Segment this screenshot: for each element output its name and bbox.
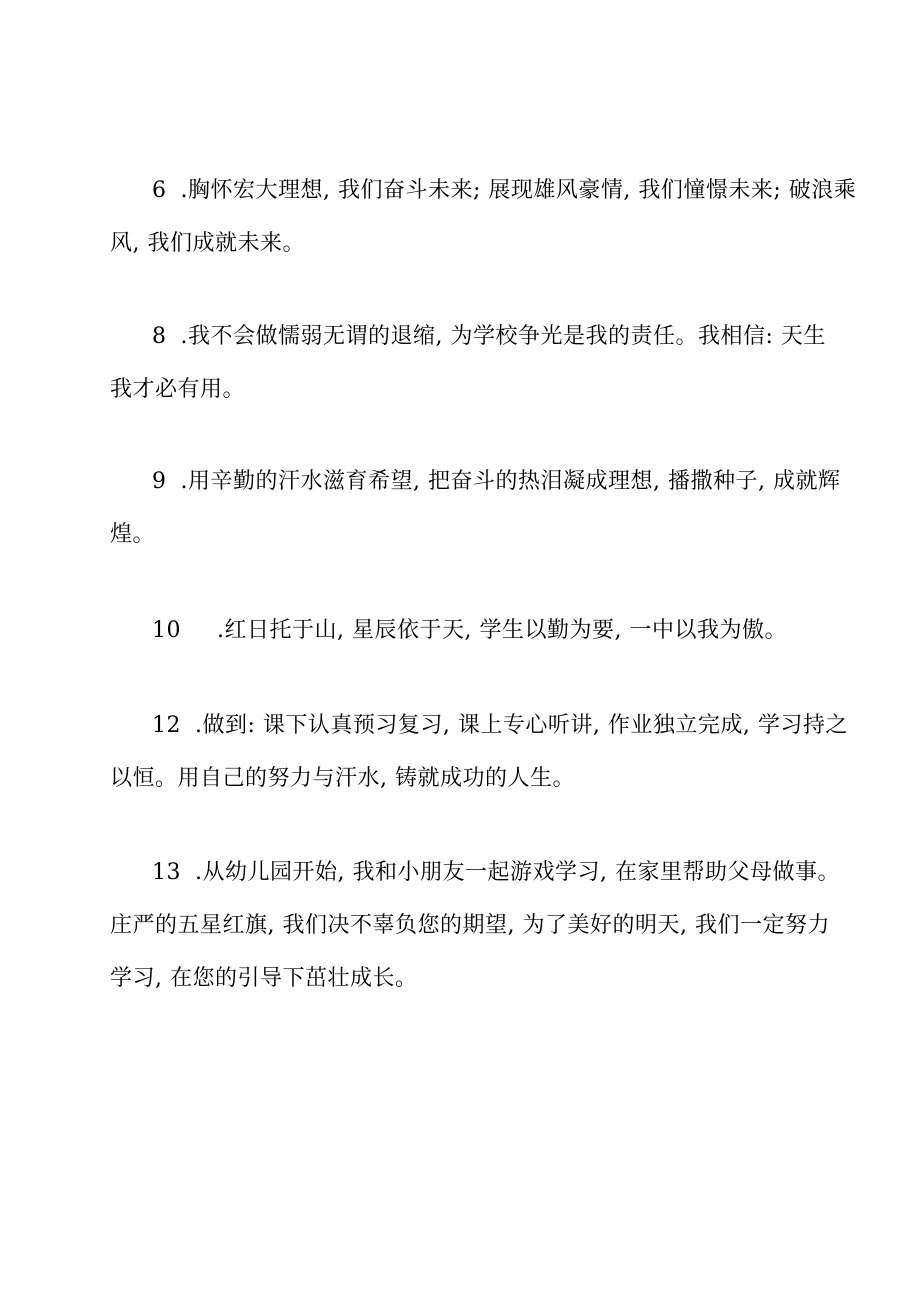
- item-marker: .: [195, 860, 203, 885]
- item-text-line: 学习, 在您的引导下茁壮成长。: [110, 966, 418, 991]
- item-number: 12: [152, 713, 181, 738]
- item-number: 6: [152, 178, 167, 203]
- list-item-first-line: [110, 310, 826, 363]
- list-item-first-line: [110, 604, 810, 657]
- item-marker: .: [195, 713, 203, 738]
- item-number: 10: [152, 618, 181, 643]
- list-item: [110, 846, 840, 1005]
- item-number: 8: [152, 324, 167, 349]
- item-text-line: 风, 我们成就未来。: [110, 231, 305, 256]
- item-text-line: 煌。: [110, 522, 156, 547]
- item-marker: .: [217, 618, 225, 643]
- list-item-first-line: [110, 164, 857, 217]
- item-text-line: 以恒。用自己的努力与汗水, 铸就成功的人生。: [110, 766, 575, 791]
- list-item: [110, 455, 841, 561]
- item-text-line: 从幼儿园开始, 我和小朋友一起游戏学习, 在家里帮助父母做事。: [202, 860, 840, 885]
- item-text-line: 红日托于山, 星辰依于天, 学生以勤为要, 一中以我为傲。: [224, 618, 787, 643]
- list-item-first-line: [110, 455, 841, 508]
- item-text-line: 用辛勤的汗水滋育希望, 把奋斗的热泪凝成理想, 播撒种子, 成就辉: [188, 469, 841, 494]
- item-number: 13: [152, 860, 181, 885]
- list-item-first-line: [110, 846, 840, 899]
- list-item-first-line: [110, 699, 848, 752]
- list-item: [110, 164, 857, 270]
- list-item: [110, 604, 810, 657]
- list-item: [110, 699, 848, 805]
- item-text-line: 我不会做懦弱无谓的退缩, 为学校争光是我的责任。我相信: 天生: [188, 324, 826, 349]
- item-marker: .: [180, 178, 188, 203]
- item-text-line: 我才必有用。: [110, 377, 246, 402]
- item-marker: .: [180, 469, 188, 494]
- item-text-line: 庄严的五星红旗, 我们决不辜负您的期望, 为了美好的明天, 我们一定努力: [110, 913, 830, 938]
- item-marker: .: [180, 324, 188, 349]
- item-text-line: 胸怀宏大理想, 我们奋斗未来; 展现雄风豪情, 我们憧憬未来; 破浪乘: [188, 178, 857, 203]
- list-item: [110, 310, 826, 416]
- item-number: 9: [152, 469, 167, 494]
- item-text-line: 做到: 课下认真预习复习, 课上专心听讲, 作业独立完成, 学习持之: [202, 713, 848, 738]
